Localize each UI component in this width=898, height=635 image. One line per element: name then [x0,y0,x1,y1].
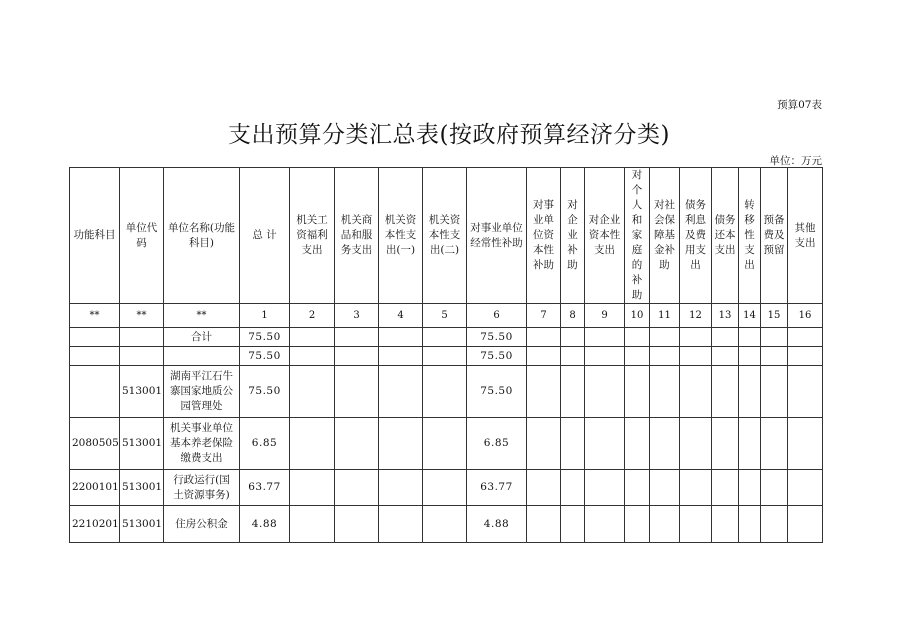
index-cell: 4 [379,304,423,328]
value-cell [379,418,423,470]
index-cell: ** [70,304,120,328]
index-cell: 7 [527,304,561,328]
index-cell: 9 [585,304,625,328]
value-cell [527,418,561,470]
value-cell [712,366,739,418]
value-cell [761,470,788,506]
header-cell: 对事业单位资本性补助 [527,168,561,304]
function-code-cell: 2200101 [70,470,120,506]
index-row [70,304,823,328]
header-cell: 功能科目 [70,168,120,304]
value-cell [680,470,712,506]
total-cell: 75.50 [240,366,290,418]
value-cell [712,418,739,470]
table-row [70,470,823,506]
value-cell [423,347,467,366]
value-cell [423,366,467,418]
page-title: 支出预算分类汇总表(按政府预算经济分类) [228,122,670,148]
index-cell: 2 [290,304,335,328]
value-cell: 75.50 [467,347,527,366]
value-cell [625,506,650,543]
value-cell [739,506,761,543]
value-cell [561,506,585,543]
value-cell [527,347,561,366]
value-cell [712,328,739,347]
value-cell [527,506,561,543]
value-cell [561,366,585,418]
header-cell: 对事业单位经常性补助 [467,168,527,304]
value-cell [290,470,335,506]
value-cell [290,506,335,543]
value-cell [585,366,625,418]
value-cell [788,328,823,347]
value-cell [761,366,788,418]
expenditure-table [69,167,823,543]
header-cell: 预备费及预留 [761,168,788,304]
value-cell [761,347,788,366]
value-cell [680,328,712,347]
value-cell [788,366,823,418]
header-cell: 机关商品和服务支出 [335,168,379,304]
header-cell: 总 计 [240,168,290,304]
value-cell [423,328,467,347]
value-cell [712,470,739,506]
unit-name-cell: 湖南平江石牛寨国家地质公园管理处 [164,366,240,418]
unit-code-cell: 513001 [120,366,164,418]
value-cell [585,506,625,543]
value-cell [739,418,761,470]
value-cell [423,418,467,470]
value-cell [585,470,625,506]
header-cell: 转移性支出 [739,168,761,304]
header-cell: 单位代码 [120,168,164,304]
header-cell: 对企业补助 [561,168,585,304]
value-cell [561,418,585,470]
value-cell [379,328,423,347]
value-cell [585,328,625,347]
unit-code-cell [120,328,164,347]
index-cell: 8 [561,304,585,328]
total-cell: 75.50 [240,347,290,366]
value-cell [625,418,650,470]
total-cell: 4.88 [240,506,290,543]
unit-code-cell: 513001 [120,418,164,470]
header-cell: 单位名称(功能科目) [164,168,240,304]
value-cell [788,506,823,543]
value-cell [335,418,379,470]
table-row [70,506,823,543]
value-cell [712,347,739,366]
value-cell [423,470,467,506]
value-cell [625,470,650,506]
value-cell [788,347,823,366]
index-cell: 1 [240,304,290,328]
value-cell [335,347,379,366]
value-cell [527,366,561,418]
index-cell: 15 [761,304,788,328]
value-cell [650,366,680,418]
value-cell [335,470,379,506]
value-cell [290,347,335,366]
value-cell [527,470,561,506]
value-cell [680,418,712,470]
header-cell: 对社会保障基金补助 [650,168,680,304]
value-cell [761,418,788,470]
header-cell: 债务利息及费用支出 [680,168,712,304]
value-cell [379,470,423,506]
index-cell: 3 [335,304,379,328]
value-cell [739,347,761,366]
value-cell: 75.50 [467,366,527,418]
unit-name-cell: 合计 [164,328,240,347]
value-cell: 63.77 [467,470,527,506]
index-cell: 13 [712,304,739,328]
index-cell: ** [120,304,164,328]
header-cell: 机关资本性支出(一) [379,168,423,304]
function-code-cell: 2080505 [70,418,120,470]
index-cell: 16 [788,304,823,328]
value-cell [650,506,680,543]
function-code-cell: 2210201 [70,506,120,543]
value-cell [379,366,423,418]
value-cell: 4.88 [467,506,527,543]
value-cell [561,347,585,366]
table-row [70,366,823,418]
table-row [70,347,823,366]
value-cell [290,328,335,347]
header-row [70,168,823,304]
form-number: 预算07表 [777,99,822,111]
index-cell: ** [164,304,240,328]
value-cell [739,470,761,506]
value-cell [527,328,561,347]
function-code-cell [70,347,120,366]
function-code-cell [70,366,120,418]
value-cell [335,506,379,543]
header-cell: 其他支出 [788,168,823,304]
value-cell [585,418,625,470]
unit-code-cell [120,347,164,366]
value-cell [561,328,585,347]
total-cell: 6.85 [240,418,290,470]
value-cell: 75.50 [467,328,527,347]
total-cell: 75.50 [240,328,290,347]
header-cell: 对个人和家庭的补助 [625,168,650,304]
unit-code-cell: 513001 [120,470,164,506]
value-cell [379,506,423,543]
index-cell: 12 [680,304,712,328]
value-cell [379,347,423,366]
unit-name-cell: 行政运行(国土资源事务) [164,470,240,506]
unit-name-cell [164,347,240,366]
header-cell: 对企业资本性支出 [585,168,625,304]
value-cell [650,418,680,470]
index-cell: 14 [739,304,761,328]
value-cell [680,506,712,543]
value-cell [712,506,739,543]
value-cell [290,366,335,418]
value-cell [739,366,761,418]
value-cell [423,506,467,543]
value-cell [625,366,650,418]
value-cell [335,366,379,418]
value-cell: 6.85 [467,418,527,470]
unit-name-cell: 机关事业单位基本养老保险缴费支出 [164,418,240,470]
index-cell: 6 [467,304,527,328]
value-cell [561,470,585,506]
value-cell [335,328,379,347]
total-cell: 63.77 [240,470,290,506]
value-cell [761,506,788,543]
value-cell [585,347,625,366]
header-cell: 机关工资福利支出 [290,168,335,304]
unit-label: 单位：万元 [769,155,822,167]
value-cell [788,418,823,470]
unit-name-cell: 住房公积金 [164,506,240,543]
header-cell: 机关资本性支出(二) [423,168,467,304]
value-cell [761,328,788,347]
value-cell [290,418,335,470]
value-cell [739,328,761,347]
index-cell: 10 [625,304,650,328]
value-cell [650,470,680,506]
header-cell: 债务还本支出 [712,168,739,304]
value-cell [650,347,680,366]
value-cell [625,328,650,347]
table-row [70,328,823,347]
value-cell [788,470,823,506]
value-cell [650,328,680,347]
function-code-cell [70,328,120,347]
table-row [70,418,823,470]
value-cell [625,347,650,366]
value-cell [680,347,712,366]
value-cell [680,366,712,418]
unit-code-cell: 513001 [120,506,164,543]
index-cell: 5 [423,304,467,328]
index-cell: 11 [650,304,680,328]
